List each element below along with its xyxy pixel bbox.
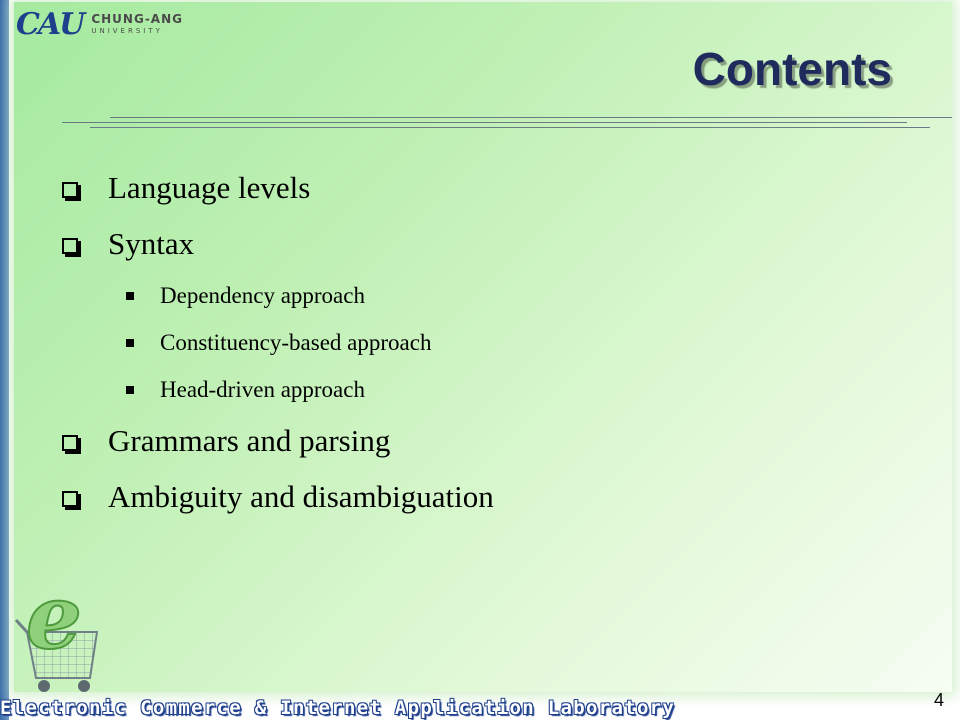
logo-text: [91, 13, 183, 35]
left-accent-bar: [0, 0, 9, 720]
sub-bullet-item: [62, 272, 882, 319]
e-commerce-cart-icon: [12, 560, 112, 700]
sub-bullet-text: Constituency-based approach: [160, 329, 432, 355]
title-rule: [62, 122, 907, 123]
checkbox-bullet-icon: [62, 238, 78, 254]
bullet-item: [62, 160, 882, 216]
footer-lab-name: Electronic Commerce & Internet Application Laboratory: [0, 697, 676, 719]
square-bullet-icon: [126, 339, 134, 347]
bullet-item: [62, 413, 882, 469]
university-logo: [16, 4, 183, 44]
bullet-text: Syntax: [108, 226, 195, 261]
bullet-item: [62, 216, 882, 272]
sub-bullet-item: [62, 366, 882, 413]
sub-bullet-text: Head-driven approach: [160, 376, 365, 402]
bullet-item: [62, 469, 882, 525]
logo-line1: CHUNG-ANG: [91, 12, 183, 26]
bullet-text: Grammars and parsing: [108, 423, 391, 458]
square-bullet-icon: [126, 292, 134, 300]
title-rule: [90, 127, 930, 128]
bullet-text: Language levels: [108, 170, 311, 205]
bullet-list: [62, 160, 882, 525]
page-number: 4: [933, 690, 944, 710]
slide-title: Contents: [692, 43, 892, 95]
checkbox-bullet-icon: [62, 491, 78, 507]
title-rule: [110, 117, 952, 118]
checkbox-bullet-icon: [62, 435, 78, 451]
svg-text:e: e: [26, 565, 82, 669]
logo-mark: CAU: [16, 6, 84, 42]
sub-bullet-item: [62, 319, 882, 366]
sub-bullet-text: Dependency approach: [160, 282, 365, 308]
bullet-text: Ambiguity and disambiguation: [108, 479, 494, 514]
checkbox-bullet-icon: [62, 182, 78, 198]
logo-line2: UNIVERSITY: [91, 27, 163, 35]
square-bullet-icon: [126, 386, 134, 394]
